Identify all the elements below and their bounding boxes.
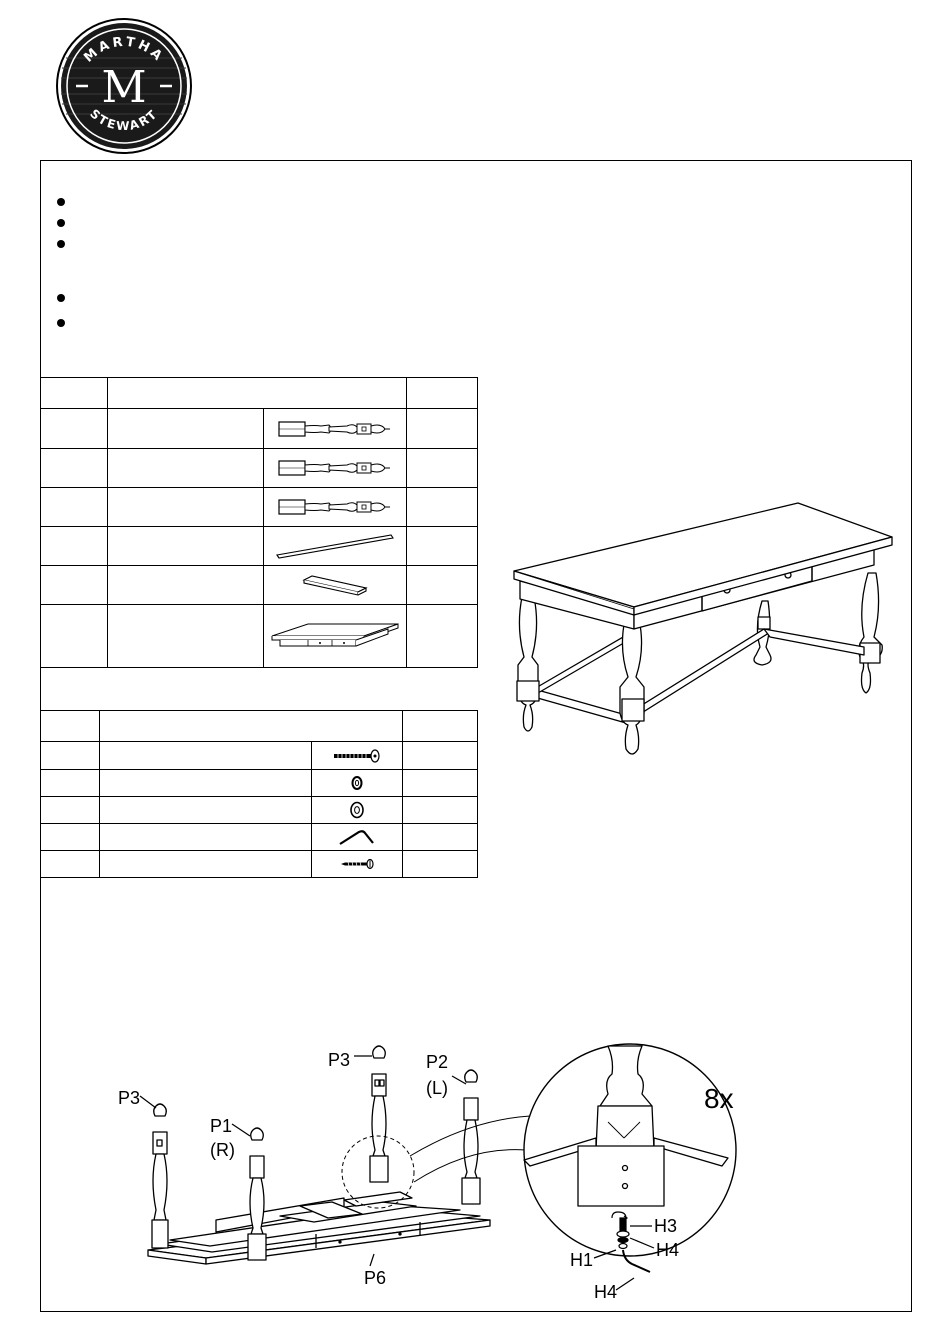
brand-logo	[52, 18, 196, 154]
part-description	[108, 488, 264, 527]
hardware-description	[100, 851, 312, 878]
part-qty	[407, 605, 478, 668]
hardware-description	[100, 824, 312, 851]
header-qty	[407, 378, 478, 409]
label-p3-left: P3	[118, 1088, 141, 1108]
hardware-qty	[403, 742, 478, 770]
hardware-image-cell	[312, 742, 403, 770]
bullet-icon	[57, 240, 65, 248]
part-image-cell	[264, 449, 407, 488]
table-row	[41, 409, 478, 449]
table-row	[41, 770, 478, 797]
part-description	[108, 566, 264, 605]
hardware-qty	[403, 797, 478, 824]
turned-leg-icon	[277, 419, 393, 439]
hardware-description	[100, 742, 312, 770]
bolt-icon	[332, 749, 382, 763]
header-qty	[403, 711, 478, 742]
table-row	[41, 851, 478, 878]
short-stretcher-icon	[300, 572, 370, 598]
label-h4-bottom: H4	[594, 1282, 618, 1302]
part-id	[41, 566, 108, 605]
table-row	[41, 449, 478, 488]
label-h3: H3	[654, 1216, 678, 1236]
label-h4-right: H4	[656, 1240, 680, 1260]
part-description	[108, 527, 264, 566]
part-id	[41, 605, 108, 668]
allen-key-icon	[337, 827, 377, 847]
header-id	[41, 378, 108, 409]
label-p2: P2	[426, 1052, 449, 1072]
part-image-cell	[264, 409, 407, 449]
lock-washer-icon	[350, 775, 364, 791]
part-id	[41, 449, 108, 488]
table-row	[41, 488, 478, 527]
hardware-image-cell	[312, 797, 403, 824]
part-qty	[407, 409, 478, 449]
label-p3-center: P3	[328, 1050, 351, 1070]
hardware-id	[41, 742, 100, 770]
hardware-description	[100, 797, 312, 824]
assembly-diagram	[100, 1020, 890, 1305]
table-row	[41, 824, 478, 851]
hardware-id	[41, 797, 100, 824]
table-row	[41, 797, 478, 824]
part-qty	[407, 488, 478, 527]
part-qty	[407, 566, 478, 605]
table-row	[41, 605, 478, 668]
table-header-row	[41, 378, 478, 409]
part-description	[108, 409, 264, 449]
header-description	[108, 378, 407, 409]
part-description	[108, 449, 264, 488]
table-header-row	[41, 711, 478, 742]
label-h1: H1	[570, 1250, 594, 1270]
bullet-icon	[57, 294, 65, 302]
label-multiplier: 8x	[704, 1083, 734, 1114]
bullet-icon	[57, 319, 65, 327]
label-p1: P1	[210, 1116, 233, 1136]
hardware-qty	[403, 851, 478, 878]
logo-bottom-text: STEWART	[87, 106, 161, 134]
header-id	[41, 711, 100, 742]
wood-screw-icon	[339, 858, 375, 870]
table-row	[41, 566, 478, 605]
long-stretcher-icon	[273, 531, 397, 561]
logo-monogram: M	[101, 62, 147, 113]
header-description	[100, 711, 403, 742]
part-id	[41, 488, 108, 527]
hardware-image-cell	[312, 824, 403, 851]
hardware-table	[40, 710, 478, 878]
table-row	[41, 742, 478, 770]
turned-leg-icon	[277, 458, 393, 478]
part-id	[41, 409, 108, 449]
hardware-image-cell	[312, 851, 403, 878]
hardware-qty	[403, 770, 478, 797]
parts-table	[40, 377, 478, 668]
hardware-qty	[403, 824, 478, 851]
part-qty	[407, 527, 478, 566]
bullet-icon	[57, 198, 65, 206]
part-image-cell	[264, 566, 407, 605]
flat-washer-icon	[349, 801, 365, 819]
hardware-description	[100, 770, 312, 797]
label-p1-side: (R)	[210, 1140, 235, 1160]
part-image-cell	[264, 527, 407, 566]
turned-leg-icon	[277, 497, 393, 517]
part-qty	[407, 449, 478, 488]
assembled-table-illustration	[510, 497, 898, 765]
label-p2-side: (L)	[426, 1078, 448, 1098]
hardware-id	[41, 851, 100, 878]
hardware-id	[41, 824, 100, 851]
table-top-icon	[268, 616, 402, 656]
bullet-icon	[57, 219, 65, 227]
part-description	[108, 605, 264, 668]
part-id	[41, 527, 108, 566]
hardware-image-cell	[312, 770, 403, 797]
table-row	[41, 527, 478, 566]
part-image-cell	[264, 488, 407, 527]
part-image-cell	[264, 605, 407, 668]
label-p6: P6	[364, 1268, 387, 1288]
logo-top-text: MARTHA	[81, 34, 167, 66]
hardware-id	[41, 770, 100, 797]
